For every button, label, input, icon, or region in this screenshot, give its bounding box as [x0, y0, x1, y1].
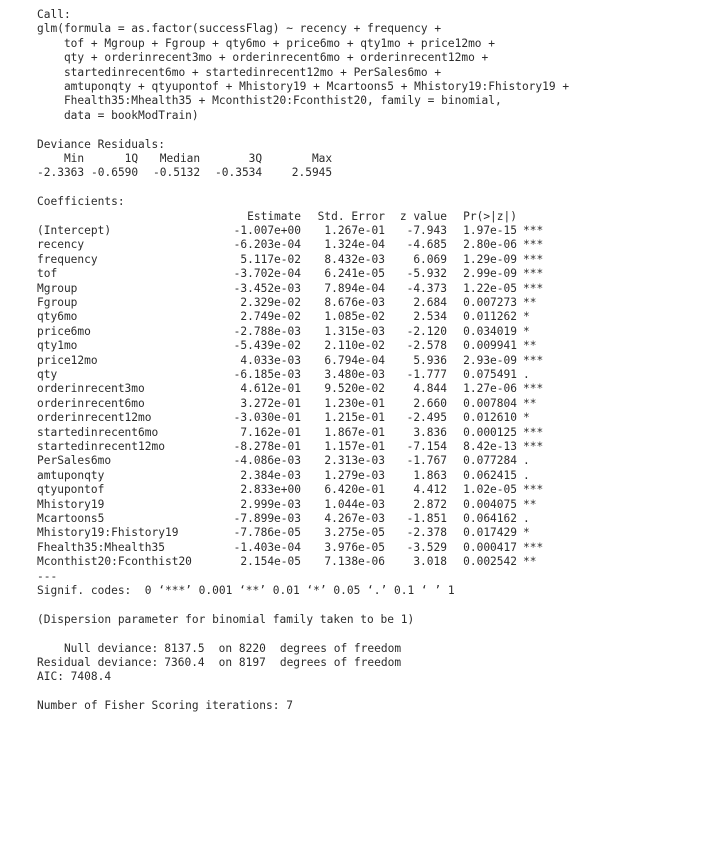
coef-std-error: 8.432e-03 — [324, 252, 385, 266]
coef-name: PerSales6mo — [37, 454, 112, 468]
coef-estimate: -1.007e+00 — [233, 223, 301, 237]
coef-std-error: 1.279e-03 — [324, 468, 385, 482]
coef-z-value: -3.529 — [406, 540, 447, 554]
coef-z-value: 2.534 — [413, 310, 447, 324]
coef-std-error: 9.520e-02 — [324, 382, 385, 396]
coef-p-value: 0.012610 — [463, 411, 517, 425]
residuals-col-3q: 3Q — [248, 151, 263, 165]
residual-median: -0.5132 — [153, 166, 201, 180]
coef-z-value: 4.844 — [413, 382, 447, 396]
coef-significance: * — [523, 310, 530, 324]
coef-significance: * — [523, 411, 530, 425]
coef-row — [37, 512, 553, 526]
coef-std-error: 1.215e-01 — [324, 411, 385, 425]
coef-significance: ** — [523, 555, 537, 569]
coef-row — [37, 440, 553, 454]
coef-p-value: 2.80e-06 — [463, 238, 517, 252]
coef-z-value: -2.578 — [406, 339, 447, 353]
coef-significance: . — [523, 512, 530, 526]
coef-std-error: 1.230e-01 — [324, 396, 385, 410]
coef-name: Mgroup — [37, 281, 78, 295]
coef-z-value: 3.836 — [413, 425, 447, 439]
coef-name: Mconthist20:Fconthist20 — [37, 555, 192, 569]
coef-std-error: 6.794e-04 — [324, 353, 385, 367]
coef-name: frequency — [37, 252, 98, 266]
coef-significance: ** — [523, 396, 537, 410]
coef-p-value: 0.075491 — [463, 367, 517, 381]
residual-max: 2.5945 — [291, 166, 333, 180]
coef-row — [37, 454, 553, 468]
coef-col-z-value: z value — [399, 209, 447, 223]
coef-name: tof — [37, 267, 58, 281]
coef-significance: ** — [523, 295, 537, 309]
null-deviance-row — [37, 642, 401, 656]
coef-significance: *** — [523, 425, 544, 439]
coef-p-value: 0.034019 — [463, 324, 517, 338]
coef-separator: --- — [37, 569, 58, 583]
residuals-header: Deviance Residuals: — [37, 137, 165, 151]
coef-name: startedinrecent6mo — [37, 425, 159, 439]
coef-significance: *** — [523, 238, 544, 252]
coef-p-value: 1.97e-15 — [463, 223, 517, 237]
coef-row — [37, 310, 553, 324]
coef-col-estimate: Estimate — [247, 209, 301, 223]
coef-row — [37, 541, 553, 555]
coef-z-value: 5.936 — [413, 353, 447, 367]
coef-estimate: 2.749e-02 — [240, 310, 301, 324]
coef-std-error: 1.315e-03 — [324, 324, 385, 338]
coef-significance: . — [523, 454, 530, 468]
coef-p-value: 0.011262 — [463, 310, 517, 324]
coef-row — [37, 526, 553, 540]
residuals-table — [37, 152, 332, 181]
coef-row — [37, 224, 553, 238]
r-console-output — [37, 8, 697, 714]
coef-row — [37, 397, 553, 411]
coef-significance: ** — [523, 497, 537, 511]
coef-estimate: -5.439e-02 — [233, 339, 301, 353]
coef-row — [37, 368, 553, 382]
coef-estimate: 4.033e-03 — [240, 353, 301, 367]
coef-name: Fgroup — [37, 295, 78, 309]
coef-col-std-error: Std. Error — [317, 209, 385, 223]
coef-estimate: 5.117e-02 — [240, 252, 301, 266]
residuals-value-row — [37, 166, 332, 180]
coef-significance: *** — [523, 382, 544, 396]
coef-z-value: -2.378 — [406, 526, 447, 540]
coef-z-value: 1.863 — [413, 468, 447, 482]
coefficients-header: Coefficients: — [37, 195, 125, 209]
coef-p-value: 0.004075 — [463, 497, 517, 511]
coef-std-error: 1.267e-01 — [324, 223, 385, 237]
residual-1q: -0.6590 — [91, 166, 139, 180]
coef-p-value: 0.064162 — [463, 512, 517, 526]
coef-z-value: -4.373 — [406, 281, 447, 295]
coef-name: price12mo — [37, 353, 98, 367]
coef-std-error: 1.157e-01 — [324, 440, 385, 453]
coef-name: qty — [37, 367, 58, 381]
coef-row — [37, 238, 553, 252]
coef-std-error: 3.976e-05 — [324, 540, 385, 554]
coef-std-error: 1.085e-02 — [324, 310, 385, 324]
coef-estimate: 4.612e-01 — [240, 382, 301, 396]
residuals-col-min: Min — [63, 151, 85, 165]
coef-row — [37, 382, 553, 396]
residual-deviance-unit: degrees of freedom — [279, 656, 402, 670]
coef-z-value: 2.660 — [413, 396, 447, 410]
residual-deviance-value: 7360.4 — [164, 656, 205, 670]
coef-row — [37, 296, 553, 310]
coef-estimate: 2.154e-05 — [240, 555, 301, 569]
coef-std-error: 1.324e-04 — [324, 238, 385, 252]
call-line: qty + orderinrecent3mo + orderinrecent6mo + orderinrecent12mo + — [37, 51, 489, 65]
coef-name: Mcartoons5 — [37, 512, 105, 526]
coef-row — [37, 354, 553, 368]
coef-z-value: 2.872 — [413, 497, 447, 511]
coef-z-value: 6.069 — [413, 252, 447, 266]
coef-std-error: 2.313e-03 — [324, 454, 385, 468]
coef-name: Mhistory19 — [37, 497, 105, 511]
coef-p-value: 0.002542 — [463, 555, 517, 569]
coef-z-value: -1.777 — [406, 367, 447, 381]
coef-estimate: -1.403e-04 — [233, 540, 301, 554]
coefficients-body — [37, 224, 553, 570]
coef-estimate: -7.786e-05 — [233, 526, 301, 540]
coef-z-value: -2.120 — [406, 324, 447, 338]
coef-z-value: 2.684 — [413, 295, 447, 309]
signif-codes: Signif. codes: 0 ‘***’ 0.001 ‘**’ 0.01 ‘*’ 0.05 ‘.’ 0.1 ‘ ’ 1 — [37, 584, 455, 598]
coef-name: orderinrecent12mo — [37, 411, 152, 425]
residuals-header-row — [37, 152, 332, 166]
call-line: data = bookModTrain) — [37, 108, 199, 122]
coef-name: Fhealth35:Mhealth35 — [37, 540, 165, 554]
coef-p-value: 0.007804 — [463, 396, 517, 410]
coef-p-value: 0.062415 — [463, 468, 517, 482]
call-line: Fhealth35:Mhealth35 + Mconthist20:Fconthist20, family = binomial, — [37, 94, 502, 108]
coef-significance: *** — [523, 281, 544, 295]
coef-significance: * — [523, 526, 530, 540]
coef-z-value: -4.685 — [406, 238, 447, 252]
coef-z-value: -2.495 — [406, 411, 447, 425]
coef-p-value: 0.000417 — [463, 540, 517, 554]
coef-p-value: 2.93e-09 — [463, 353, 517, 367]
null-deviance-unit: degrees of freedom — [279, 641, 402, 655]
call-header: Call: — [37, 8, 71, 21]
coef-row — [37, 282, 553, 296]
coef-std-error: 4.267e-03 — [324, 512, 385, 526]
coef-z-value: -7.154 — [406, 440, 447, 453]
residuals-col-1q: 1Q — [124, 151, 139, 165]
coef-estimate: 2.384e-03 — [240, 468, 301, 482]
coef-p-value: 0.007273 — [463, 295, 517, 309]
coef-row — [37, 555, 553, 569]
coef-z-value: -5.932 — [406, 267, 447, 281]
aic-line: AIC: 7408.4 — [37, 670, 112, 684]
coef-p-value: 0.077284 — [463, 454, 517, 468]
coef-estimate: 2.999e-03 — [240, 497, 301, 511]
call-line: glm(formula = as.factor(successFlag) ~ recency + frequency + — [37, 22, 442, 36]
coef-name: orderinrecent6mo — [37, 396, 145, 410]
coef-std-error: 8.676e-03 — [324, 295, 385, 309]
coef-row — [37, 469, 553, 483]
residual-deviance-df: on 8197 — [218, 656, 266, 670]
coef-name: qty6mo — [37, 310, 78, 324]
coef-row — [37, 411, 553, 425]
coef-name: qty1mo — [37, 339, 78, 353]
call-line: amtuponqty + qtyupontof + Mhistory19 + Mcartoons5 + Mhistory19:Fhistory19 + — [37, 79, 570, 93]
coef-z-value: 4.412 — [413, 483, 447, 497]
coef-row — [37, 483, 553, 497]
coef-name: recency — [37, 238, 85, 252]
coef-p-value: 1.27e-06 — [463, 382, 517, 396]
coef-name: price6mo — [37, 324, 91, 338]
coef-p-value: 1.29e-09 — [463, 252, 517, 266]
coef-estimate: -6.185e-03 — [233, 367, 301, 381]
call-line: startedinrecent6mo + startedinrecent12mo + PerSales6mo + — [37, 65, 442, 79]
coef-z-value: 3.018 — [413, 555, 447, 569]
coef-std-error: 3.480e-03 — [324, 367, 385, 381]
coef-z-value: -7.943 — [406, 223, 447, 237]
coef-significance: * — [523, 324, 530, 338]
null-deviance-value: 8137.5 — [164, 641, 205, 655]
coef-significance: *** — [523, 440, 544, 453]
coef-estimate: -3.452e-03 — [233, 281, 301, 295]
coef-significance: *** — [523, 252, 544, 266]
coef-std-error: 1.044e-03 — [324, 497, 385, 511]
coef-row — [37, 325, 553, 339]
coef-std-error: 2.110e-02 — [324, 339, 385, 353]
coef-estimate: -4.086e-03 — [233, 454, 301, 468]
coef-p-value: 1.22e-05 — [463, 281, 517, 295]
coefficients-header-row — [37, 210, 553, 224]
dispersion-note: (Dispersion parameter for binomial family taken to be 1) — [37, 612, 415, 626]
coef-std-error: 6.241e-05 — [324, 267, 385, 281]
residual-deviance-label: Residual deviance: — [37, 656, 159, 670]
coef-significance: *** — [523, 483, 544, 497]
coef-std-error: 1.867e-01 — [324, 425, 385, 439]
coef-p-value: 2.99e-09 — [463, 267, 517, 281]
coef-name: startedinrecent12mo — [37, 440, 165, 453]
coef-p-value: 0.000125 — [463, 425, 517, 439]
coef-row — [37, 498, 553, 512]
coef-col-p-value: Pr(>|z|) — [463, 209, 517, 223]
coef-name: qtyupontof — [37, 483, 105, 497]
coef-significance: *** — [523, 223, 544, 237]
coef-estimate: -8.278e-01 — [233, 440, 301, 453]
coef-name: amtuponqty — [37, 468, 105, 482]
null-deviance-label: Null deviance: — [37, 641, 159, 655]
coef-z-value: -1.767 — [406, 454, 447, 468]
coef-std-error: 7.138e-06 — [324, 555, 385, 569]
coef-name: (Intercept) — [37, 223, 112, 237]
coef-row — [37, 267, 553, 281]
coef-estimate: -3.702e-04 — [233, 267, 301, 281]
coef-estimate: -3.030e-01 — [233, 411, 301, 425]
coef-estimate: 2.329e-02 — [240, 295, 301, 309]
residual-3q: -0.3534 — [215, 166, 263, 180]
null-deviance-df: on 8220 — [218, 641, 266, 655]
residual-min: -2.3363 — [37, 166, 85, 180]
coef-row — [37, 253, 553, 267]
coef-z-value: -1.851 — [406, 512, 447, 526]
deviance-table — [37, 642, 401, 671]
call-formula — [37, 22, 697, 123]
coef-p-value: 1.02e-05 — [463, 483, 517, 497]
coef-p-value: 0.009941 — [463, 339, 517, 353]
coef-estimate: -6.203e-04 — [233, 238, 301, 252]
coef-p-value: 0.017429 — [463, 526, 517, 540]
coef-p-value: 8.42e-13 — [463, 440, 517, 453]
coef-significance: ** — [523, 339, 537, 353]
residual-deviance-row — [37, 656, 401, 670]
residuals-col-median: Median — [159, 151, 201, 165]
coef-estimate: 3.272e-01 — [240, 396, 301, 410]
coef-estimate: -2.788e-03 — [233, 324, 301, 338]
coef-row — [37, 426, 553, 440]
coef-significance: *** — [523, 353, 544, 367]
coef-significance: *** — [523, 540, 544, 554]
coef-estimate: 7.162e-01 — [240, 425, 301, 439]
residuals-col-max: Max — [311, 151, 333, 165]
call-line: tof + Mgroup + Fgroup + qty6mo + price6mo + qty1mo + price12mo + — [37, 36, 496, 50]
coef-row — [37, 339, 553, 353]
coef-significance: *** — [523, 267, 544, 281]
coef-name: Mhistory19:Fhistory19 — [37, 526, 179, 540]
coef-std-error: 7.894e-04 — [324, 281, 385, 295]
coefficients-table — [37, 210, 553, 570]
coef-std-error: 3.275e-05 — [324, 526, 385, 540]
coef-estimate: 2.833e+00 — [240, 483, 301, 497]
coef-std-error: 6.420e-01 — [324, 483, 385, 497]
coef-estimate: -7.899e-03 — [233, 512, 301, 526]
fisher-iterations: Number of Fisher Scoring iterations: 7 — [37, 699, 293, 713]
coef-significance: . — [523, 367, 530, 381]
coef-name: orderinrecent3mo — [37, 382, 145, 396]
coef-significance: . — [523, 468, 530, 482]
